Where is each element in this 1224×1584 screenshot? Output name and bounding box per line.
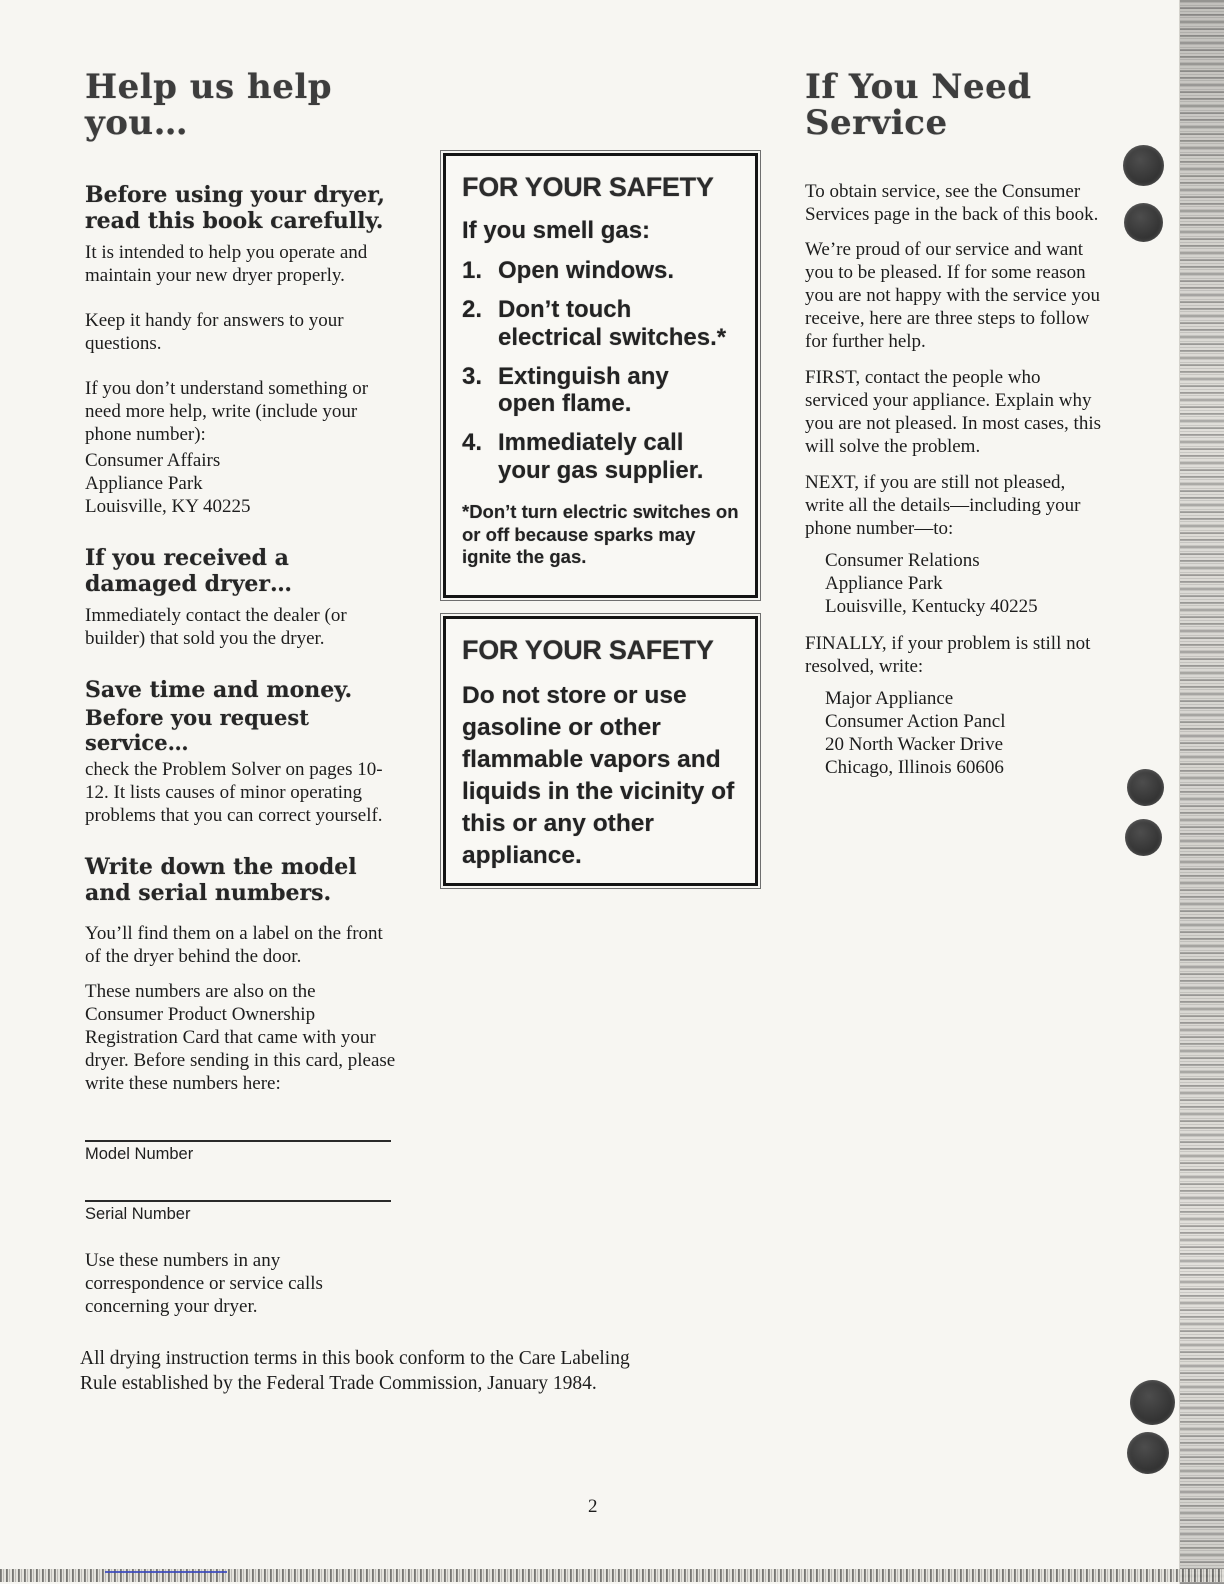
step-text-line: your gas supplier. [498, 457, 704, 485]
safety-step-3 [462, 363, 739, 419]
heading-line: Write down the model [85, 854, 357, 881]
heading-line: Before using your dryer, [85, 182, 385, 209]
paragraph-proud-service: We’re proud of our service and want you to be pleased. If for some reason you are not happy with the service you receive, here are three steps to follow for further help. [805, 239, 1100, 353]
address-line: Major Appliance [825, 688, 954, 710]
scan-edge-right [1179, 0, 1224, 1584]
step-text-line: Extinguish any [498, 362, 669, 390]
safety-step-1 [462, 257, 739, 285]
binding-hole-mark [1125, 819, 1162, 856]
binding-hole-mark [1127, 1432, 1169, 1474]
serial-number-line [85, 1200, 391, 1202]
page-number: 2 [588, 1496, 598, 1517]
heading-line: and serial numbers. [85, 880, 332, 907]
paragraph-intended: It is intended to help you operate and maintain your new dryer properly. [85, 242, 368, 287]
paragraph-finally-step: FINALLY, if your problem is still not resolved, write: [805, 633, 1091, 678]
binding-hole-mark [1130, 1380, 1175, 1425]
step-text-line: Don’t touch [498, 296, 632, 323]
heading-damaged-dryer [85, 546, 397, 598]
address-line: Chicago, Illinois 60606 [825, 757, 1004, 779]
paragraph-problem-solver: check the Problem Solver on pages 10-12. It lists causes of minor operating problems that you can correct yourself. [85, 759, 383, 827]
heading-line: damaged dryer… [85, 571, 292, 598]
serial-number-writein [85, 1200, 397, 1224]
address-line: 20 North Wacker Drive [825, 734, 1004, 756]
care-labeling-line: All drying instruction terms in this book conform to the Care Labeling [80, 1348, 630, 1369]
paragraph-keep-handy: Keep it handy for answers to your questions. [85, 310, 344, 355]
safety-box-title: FOR YOUR SAFETY [462, 635, 714, 665]
binding-hole-mark [1124, 203, 1163, 242]
paragraph-first-step: FIRST, contact the people who serviced your appliance. Explain why you are not pleased. In most cases, this will solve the problem. [805, 367, 1102, 458]
safety-step-2 [462, 296, 739, 352]
paragraph-label-location: You’ll find them on a label on the front of the dryer behind the door. [85, 923, 383, 968]
step-number: 4. [462, 429, 483, 457]
step-text [498, 257, 674, 285]
left-column [85, 67, 397, 1341]
heading-line: read this book carefully. [85, 208, 384, 235]
step-text-line: electrical switches.* [498, 323, 727, 351]
safety-step-4 [462, 429, 739, 485]
binding-hole-mark [1127, 769, 1164, 806]
address-action-panel [825, 688, 1105, 780]
heading-before-request: Before you request service… [85, 704, 309, 755]
address-line: Appliance Park [825, 573, 943, 595]
step-text [498, 429, 703, 485]
paragraph-registration-card: These numbers are also on the Consumer Product Ownership Registration Card that came with your dryer. Before sending in this card, please write these numbers here: [85, 981, 396, 1095]
address-consumer-affairs [85, 450, 397, 519]
right-title: If You Need Service [805, 67, 1032, 143]
right-column [805, 67, 1105, 807]
heading-before-using [85, 183, 397, 235]
heading-save-time: Save time and money. [85, 677, 353, 703]
paragraph-obtain-service: To obtain service, see the Consumer Services page in the back of this book. [805, 181, 1099, 226]
address-line: Louisville, Kentucky 40225 [825, 596, 1038, 618]
address-line: Consumer Action Pancl [825, 711, 1006, 733]
safety-box-body: Do not store or use gasoline or other flammable vapors and liquids in the vicinity of this or any other appliance. [462, 682, 735, 870]
binding-hole-mark [1123, 145, 1164, 186]
paragraph-dont-understand: If you don’t understand something or need more help, write (include your phone number): [85, 378, 369, 446]
scan-blue-mark [105, 1571, 227, 1573]
step-number: 2. [462, 296, 483, 323]
safety-box-subtitle: If you smell gas: [462, 217, 651, 244]
address-line: Consumer Affairs [85, 450, 221, 472]
care-labeling-line: Rule established by the Federal Trade Commission, January 1984. [80, 1373, 597, 1395]
safety-footnote: *Don’t turn electric switches on or off because sparks may ignite the gas. [462, 500, 739, 568]
address-line: Louisville, KY 40225 [85, 496, 251, 518]
safety-box-gasoline [443, 616, 758, 886]
paragraph-contact-dealer: Immediately contact the dealer (or builder) that sold you the dryer. [85, 605, 347, 650]
step-number: 3. [462, 362, 483, 390]
step-number: 1. [462, 257, 483, 284]
model-number-line [85, 1140, 391, 1142]
step-text [498, 363, 669, 419]
address-consumer-relations [825, 550, 1105, 619]
step-text-line: Open windows. [498, 257, 675, 284]
paragraph-use-numbers: Use these numbers in any correspondence or service calls concerning your dryer. [85, 1250, 323, 1318]
heading-write-down [85, 855, 397, 907]
address-line: Appliance Park [85, 473, 203, 495]
step-text-line: open flame. [498, 390, 632, 418]
step-text [498, 296, 726, 352]
paragraph-next-step: NEXT, if you are still not pleased, write all the details—including your phone number—to: [805, 472, 1081, 540]
care-labeling-note [80, 1346, 760, 1397]
serial-number-label: Serial Number [85, 1205, 191, 1224]
heading-line: If you received a [85, 545, 289, 572]
step-text-line: Immediately call [498, 429, 684, 457]
safety-box-gas [443, 153, 758, 598]
address-line: Consumer Relations [825, 550, 980, 572]
left-title: Help us help you… [85, 67, 333, 143]
model-number-label: Model Number [85, 1145, 194, 1164]
safety-box-title: FOR YOUR SAFETY [462, 172, 714, 202]
model-number-writein [85, 1140, 397, 1164]
